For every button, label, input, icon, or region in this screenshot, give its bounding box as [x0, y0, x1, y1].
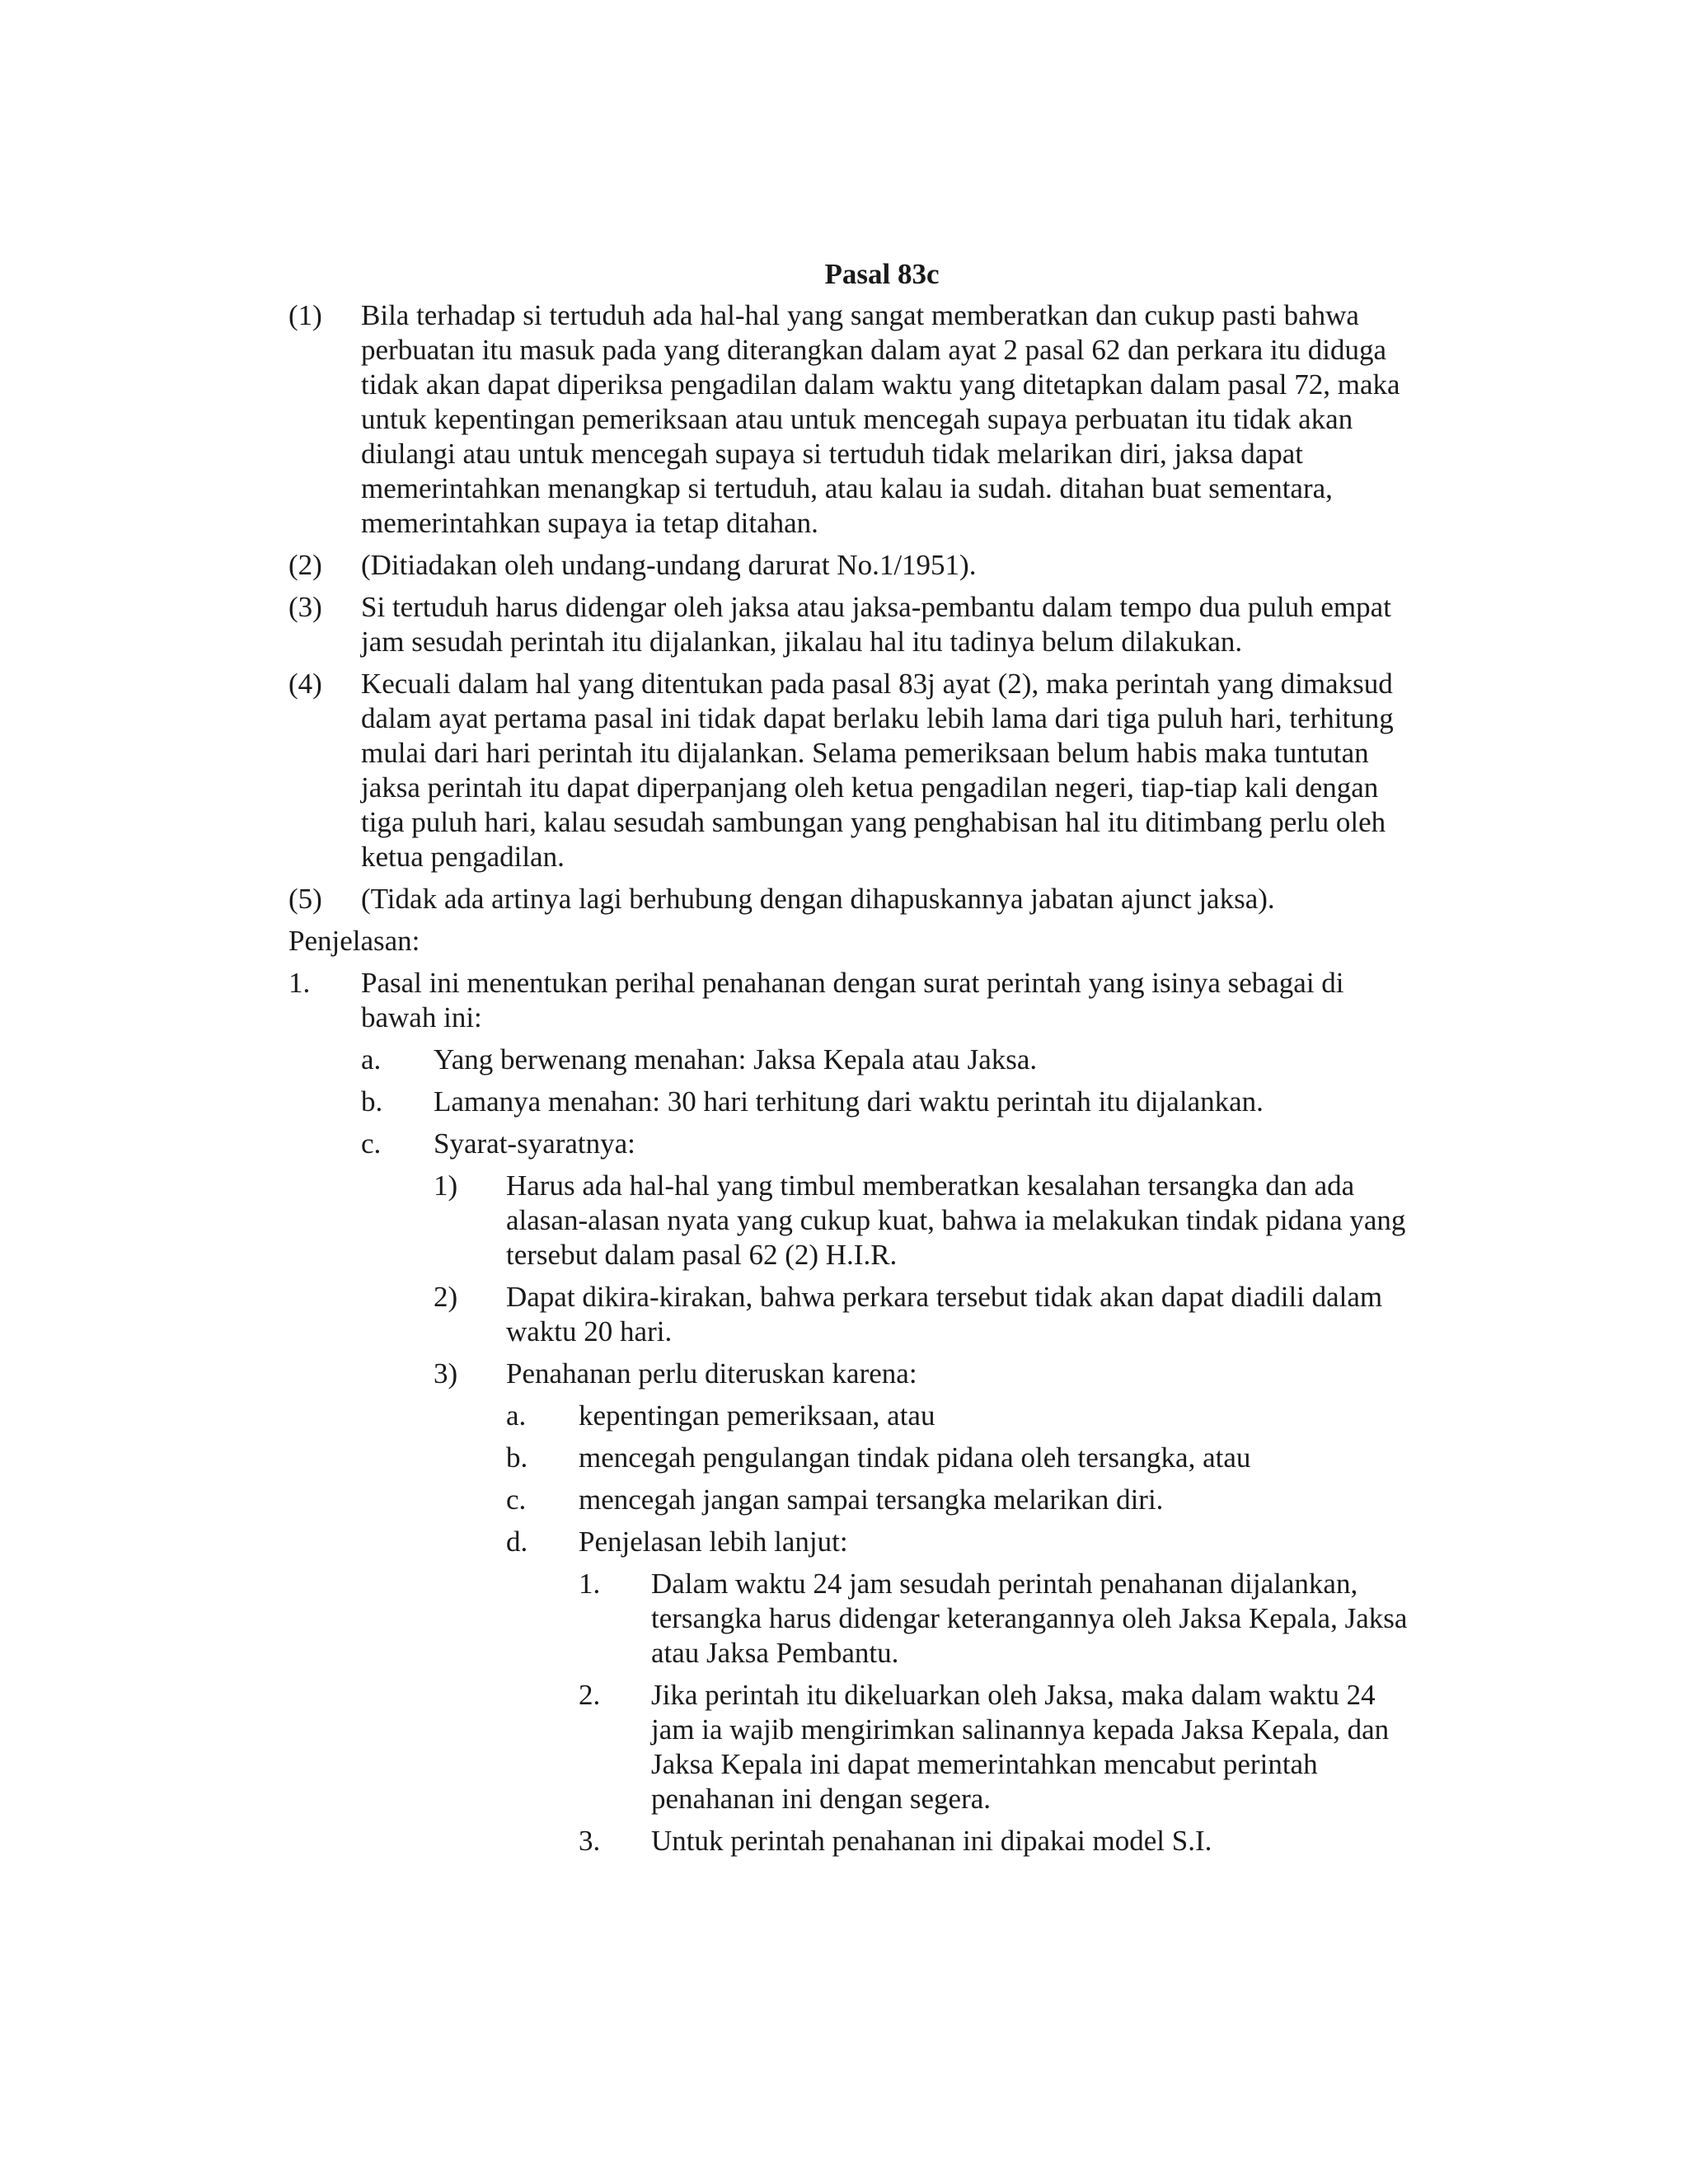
list-number: 1. [288, 967, 311, 999]
ayat-1 [288, 298, 1418, 541]
list-text: mencegah pengulangan tindak pidana oleh tersangka, atau [579, 1441, 1251, 1474]
penjelasan-item-c [361, 1127, 1418, 1161]
ayat-3 [288, 590, 1418, 659]
list-text: kepentingan pemeriksaan, atau [579, 1399, 935, 1432]
list-number: 2. [579, 1679, 601, 1711]
ayat-text: Kecuali dalam hal yang ditentukan pada pasal 83j ayat (2), maka perintah yang dimaksud dalam ayat pertama pasal ini tidak dapat berlaku lebih lama dari tiga puluh hari, terhitung mulai dari hari perintah itu dijalankan. Selama pemeriksaan belum habis maka tuntutan jaksa perintah itu dapat diperpanjang oleh ketua pengadilan negeri, tiap-tiap kali dengan tiga puluh hari, kalau sesudah sambungan yang penghabisan hal itu ditimbang perlu oleh ketua pengadilan. [361, 668, 1394, 873]
list-text: Harus ada hal-hal yang timbul memberatkan kesalahan tersangka dan ada alasan-alasan nyata yang cukup kuat, bahwa ia melakukan tindak pidana yang tersebut dalam pasal 62 (2) H.I.R. [506, 1169, 1406, 1271]
list-text: Yang berwenang menahan: Jaksa Kepala atau Jaksa. [434, 1043, 1038, 1076]
penjelasan-item-1 [288, 966, 1418, 1035]
ayat-number: (2) [288, 549, 322, 581]
list-number: 3. [579, 1825, 601, 1857]
list-text: Dalam waktu 24 jam sesudah perintah penahanan dijalankan, tersangka harus didengar keterangannya oleh Jaksa Kepala, Jaksa atau Jaksa Pembantu. [651, 1568, 1408, 1669]
alasan-item-a [506, 1399, 1418, 1433]
lanjut-item-3 [579, 1824, 1418, 1858]
list-text: Penahanan perlu diteruskan karena: [506, 1357, 917, 1390]
list-text: Lamanya menahan: 30 hari terhitung dari waktu perintah itu dijalankan. [434, 1085, 1264, 1118]
list-letter: c. [506, 1483, 527, 1516]
ayat-2 [288, 548, 1418, 583]
syarat-item-2 [434, 1280, 1418, 1349]
penjelasan-item-a [361, 1043, 1418, 1077]
ayat-5 [288, 882, 1418, 916]
syarat-item-1 [434, 1169, 1418, 1272]
list-text: Dapat dikira-kirakan, bahwa perkara tersebut tidak akan dapat diadili dalam waktu 20 hari. [506, 1281, 1383, 1347]
list-letter: d. [506, 1526, 528, 1558]
ayat-number: (1) [288, 299, 322, 331]
list-number: 2) [434, 1281, 458, 1313]
page-title: Pasal 83c [824, 258, 940, 290]
list-number: 1) [434, 1169, 458, 1202]
ayat-text: (Ditiadakan oleh undang-undang darurat No.1/1951). [361, 549, 977, 581]
list-text: Untuk perintah penahanan ini dipakai model S.I. [651, 1825, 1212, 1857]
ayat-4 [288, 667, 1418, 874]
list-text: mencegah jangan sampai tersangka melarikan diri. [579, 1483, 1164, 1516]
alasan-item-d [506, 1525, 1418, 1559]
lanjut-item-1 [579, 1567, 1418, 1671]
list-letter: b. [506, 1441, 528, 1474]
list-text: Syarat-syaratnya: [434, 1127, 635, 1160]
list-letter: b. [361, 1085, 383, 1118]
lanjut-item-2 [579, 1678, 1418, 1816]
list-letter: a. [506, 1399, 527, 1432]
ayat-text: Bila terhadap si tertuduh ada hal-hal yang sangat memberatkan dan cukup pasti bahwa perbuatan itu masuk pada yang diterangkan dalam ayat 2 pasal 62 dan perkara itu diduga tidak akan dapat diperiksa pengadilan dalam waktu yang ditetapkan dalam pasal 72, maka untuk kepentingan pemeriksaan atau untuk mencegah supaya perbuatan itu tidak akan diulangi atau untuk mencegah supaya si tertuduh tidak melarikan diri, jaksa dapat memerintahkan menangkap si tertuduh, atau kalau ia sudah. ditahan buat sementara, memerintahkan supaya ia tetap ditahan. [361, 299, 1400, 539]
list-letter: c. [361, 1127, 382, 1160]
list-text: Penjelasan lebih lanjut: [579, 1526, 848, 1558]
list-letter: a. [361, 1043, 382, 1076]
ayat-text: (Tidak ada artinya lagi berhubung dengan dihapuskannya jabatan ajunct jaksa). [361, 883, 1275, 915]
penjelasan-heading: Penjelasan: [288, 925, 420, 957]
alasan-item-b [506, 1441, 1418, 1475]
ayat-text: Si tertuduh harus didengar oleh jaksa atau jaksa-pembantu dalam tempo dua puluh empat jam sesudah perintah itu dijalankan, jikalau hal itu tadinya belum dilakukan. [361, 591, 1391, 658]
list-number: 1. [579, 1568, 601, 1600]
ayat-number: (3) [288, 591, 322, 623]
ayat-number: (4) [288, 668, 322, 700]
alasan-item-c [506, 1483, 1418, 1517]
list-number: 3) [434, 1357, 458, 1390]
list-text: Pasal ini menentukan perihal penahanan dengan surat perintah yang isinya sebagai di bawah ini: [361, 967, 1344, 1033]
document-page [288, 257, 1418, 1866]
ayat-number: (5) [288, 883, 322, 915]
list-text: Jika perintah itu dikeluarkan oleh Jaksa, maka dalam waktu 24 jam ia wajib mengirimkan salinannya kepada Jaksa Kepala, dan Jaksa Kepala ini dapat memerintahkan mencabut perintah penahanan ini dengan segera. [651, 1679, 1390, 1815]
syarat-item-3 [434, 1357, 1418, 1391]
penjelasan-item-b [361, 1085, 1418, 1119]
